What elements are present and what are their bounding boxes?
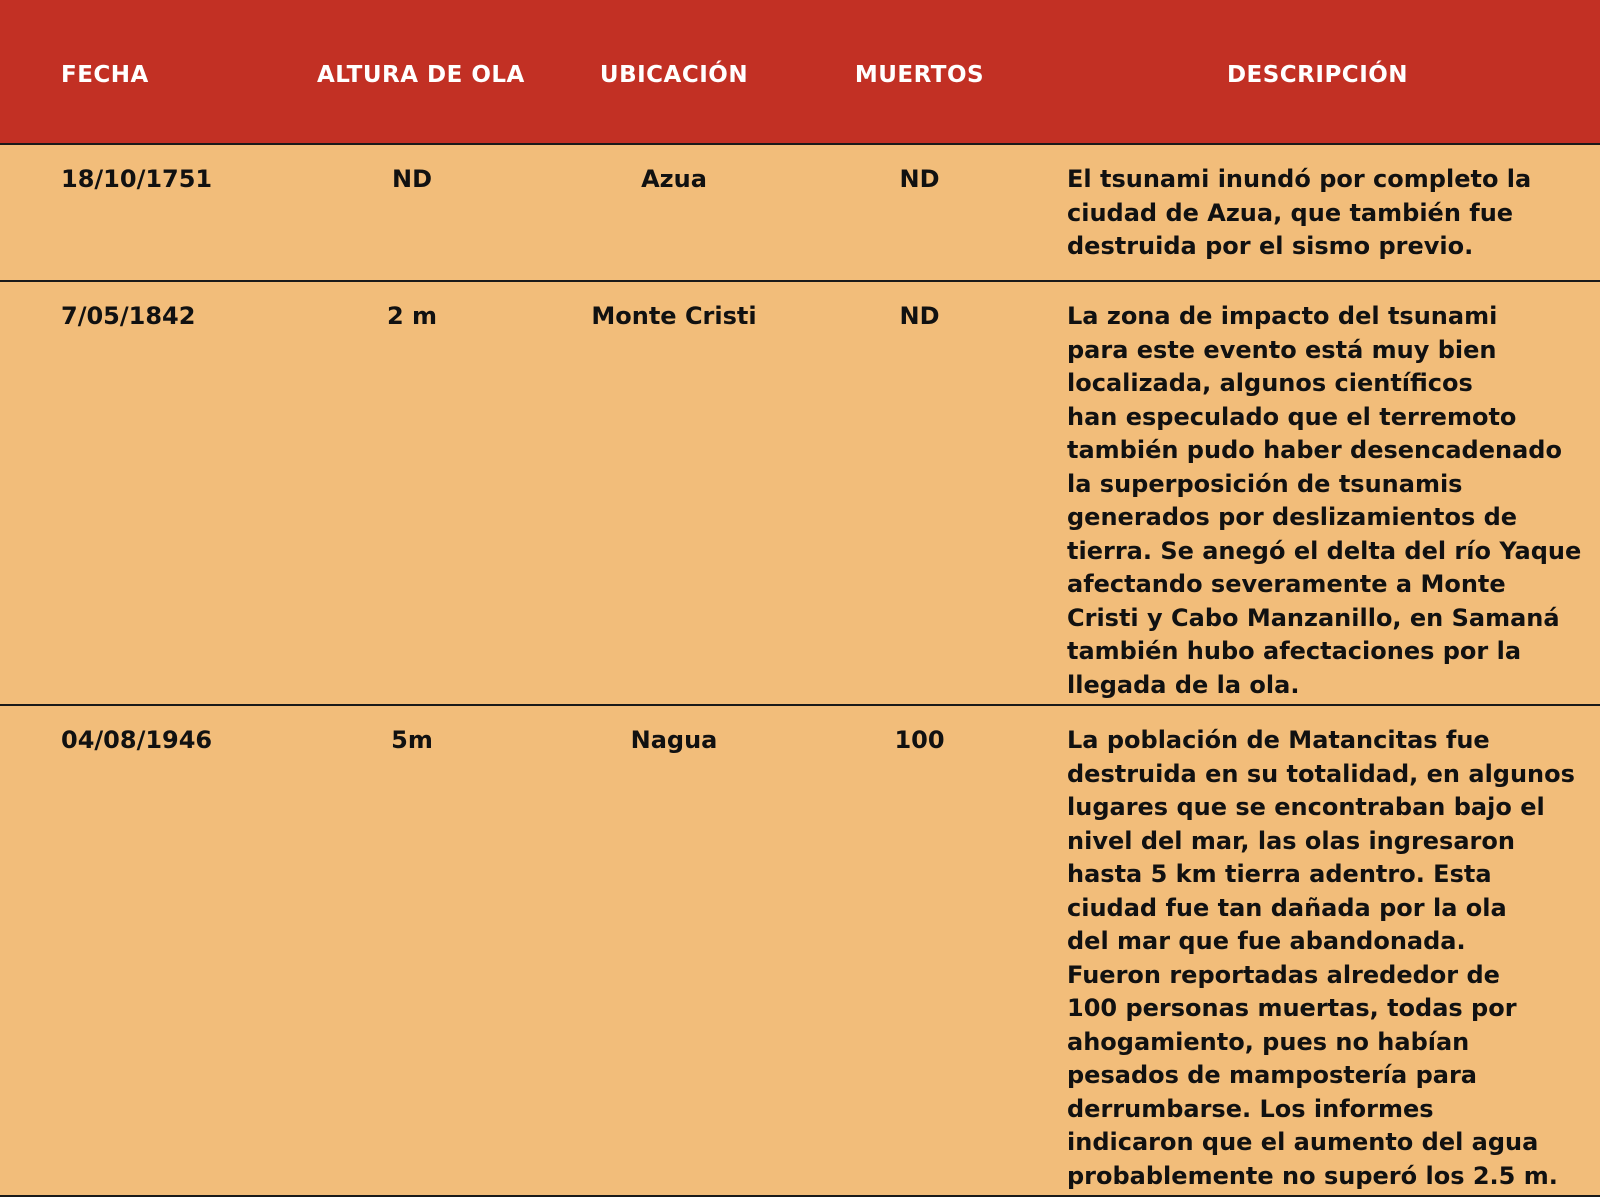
cell-fecha: 18/10/1751 [61, 165, 213, 193]
cell-altura: 5m [391, 726, 433, 754]
cell-ubicacion: Azua [641, 165, 707, 193]
descripcion-line: La población de Matancitas fue [1067, 726, 1490, 754]
table-row [0, 145, 1600, 282]
descripcion-line: del mar que fue abandonada. [1067, 927, 1466, 955]
descripcion-line: 100 personas muertas, todas por [1067, 994, 1517, 1022]
descripcion-line: La zona de impacto del tsunami [1067, 302, 1498, 330]
cell-descripcion [1067, 300, 1587, 702]
descripcion-line: han especulado que el terremoto [1067, 402, 1517, 431]
descripcion-line: generados por deslizamientos de [1067, 503, 1518, 531]
descripcion-line: afectando severamente a Monte [1067, 570, 1506, 598]
descripcion-line: destruida por el sismo previo. [1067, 232, 1474, 260]
cell-muertos: ND [899, 302, 940, 330]
descripcion-line: hasta 5 km tierra adentro. Esta [1067, 860, 1492, 888]
descripcion-line: también hubo afectaciones por la [1067, 637, 1522, 665]
table-row [0, 706, 1600, 1197]
descripcion-line: ciudad de Azua, que también fue [1067, 198, 1514, 227]
cell-fecha: 04/08/1946 [61, 726, 213, 754]
descripcion-line: derrumbarse. Los informes [1067, 1094, 1434, 1123]
cell-ubicacion: Nagua [630, 726, 718, 754]
header-descripcion: DESCRIPCIÓN [1226, 62, 1409, 88]
descripcion-line: El tsunami inundó por completo la [1067, 165, 1532, 193]
descripcion-line: Fueron reportadas alrededor de [1067, 960, 1500, 989]
descripcion-line: nivel del mar, las olas ingresaron [1067, 826, 1515, 855]
descripcion-line: probablemente no superó los 2.5 m. [1067, 1161, 1558, 1190]
descripcion-line: la superposición de tsunamis [1067, 469, 1463, 498]
cell-muertos: ND [899, 165, 940, 193]
descripcion-line: para este evento está muy bien [1067, 335, 1497, 364]
descripcion-line: ciudad fue tan dañada por la ola [1067, 893, 1507, 922]
table-row [0, 282, 1600, 706]
header-muertos: MUERTOS [854, 62, 985, 88]
header-altura-de-ola: ALTURA DE OLA [317, 62, 525, 88]
cell-fecha: 7/05/1842 [61, 302, 196, 330]
cell-altura: ND [391, 165, 432, 193]
descripcion-line: tierra. Se anegó el delta del río Yaque [1067, 536, 1582, 565]
header-ubicacion: UBICACIÓN [599, 62, 749, 88]
descripcion-line: ahogamiento, pues no habían [1067, 1027, 1470, 1056]
descripcion-line: lugares que se encontraban bajo el [1067, 793, 1545, 821]
descripcion-line: Cristi y Cabo Manzanillo, en Samaná [1067, 603, 1560, 632]
descripcion-line: también pudo haber desencadenado [1067, 436, 1562, 464]
descripcion-line: indicaron que el aumento del agua [1067, 1128, 1539, 1156]
descripcion-line: llegada de la ola. [1067, 670, 1300, 699]
cell-descripcion [1067, 163, 1587, 264]
cell-muertos: 100 [894, 726, 945, 754]
descripcion-line: pesados de mampostería para [1067, 1061, 1477, 1089]
cell-altura: 2 m [386, 302, 438, 330]
header-fecha: FECHA [61, 62, 149, 88]
cell-descripcion [1067, 724, 1587, 1193]
descripcion-line: localizada, algunos científicos [1067, 369, 1473, 397]
descripcion-line: destruida en su totalidad, en algunos [1067, 759, 1575, 788]
cell-ubicacion: Monte Cristi [591, 302, 757, 330]
table-header [0, 0, 1600, 145]
